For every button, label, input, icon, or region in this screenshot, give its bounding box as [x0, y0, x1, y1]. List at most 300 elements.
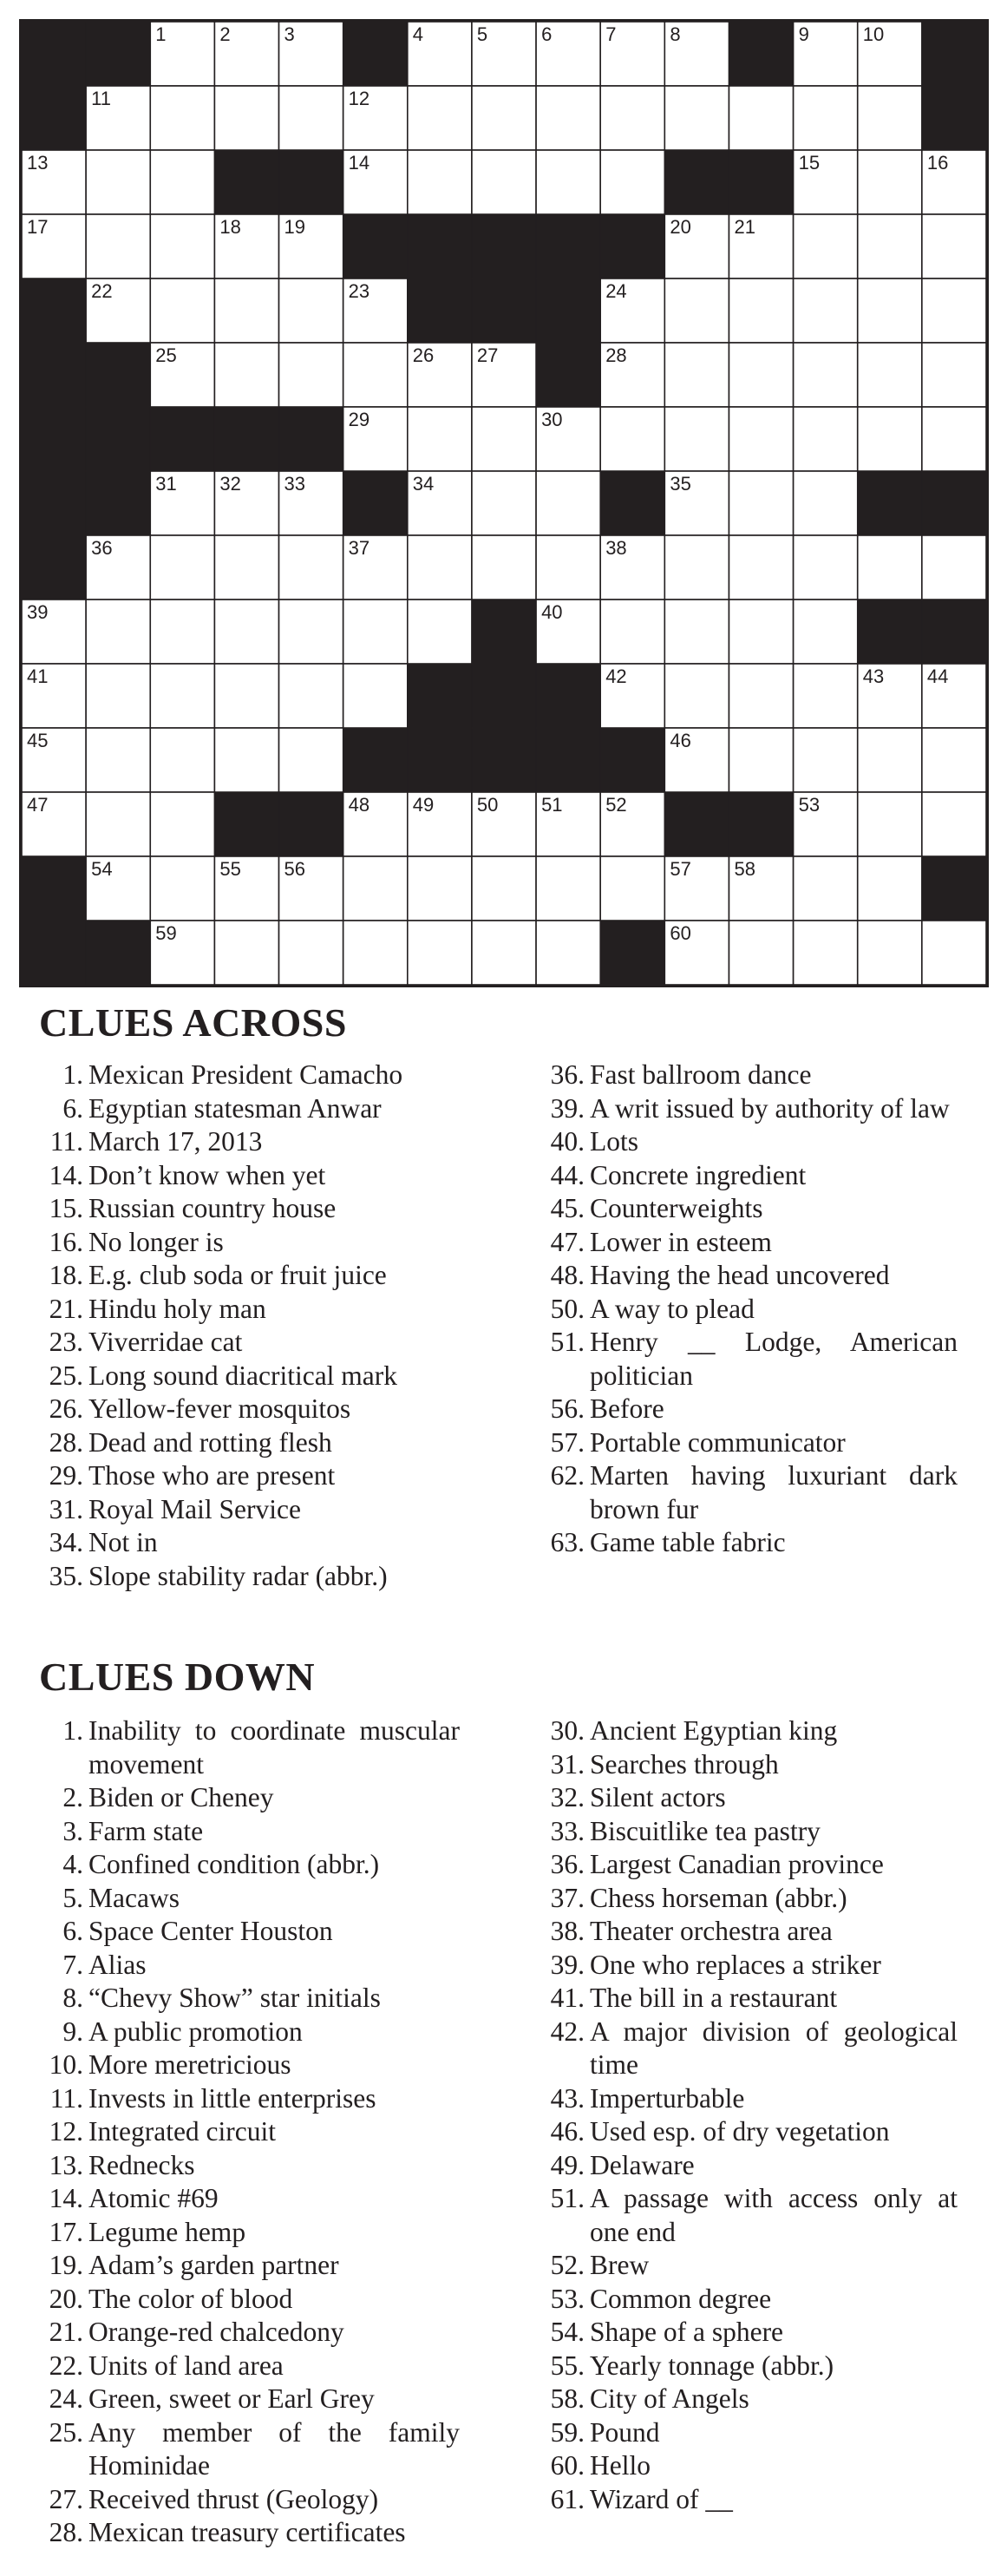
- grid-cell[interactable]: [922, 535, 986, 600]
- across-clue: [35, 1426, 460, 1460]
- grid-block: [343, 214, 408, 279]
- down-clue: [35, 2316, 460, 2350]
- grid-cell[interactable]: [536, 535, 600, 600]
- clue-number: 51.: [550, 2183, 585, 2213]
- grid-cell[interactable]: [729, 600, 793, 664]
- down-clue: [35, 2182, 460, 2216]
- cell-number: 24: [605, 280, 627, 302]
- grid-cell[interactable]: [279, 279, 343, 343]
- across-clue: [536, 1326, 958, 1393]
- grid-cell[interactable]: [600, 856, 664, 921]
- cell-number: 2: [219, 23, 231, 45]
- down-clue: [536, 1949, 958, 1983]
- cell-number: 50: [476, 794, 499, 816]
- clue-text: A major division of geological time: [590, 2016, 958, 2080]
- clue-text: Searches through: [590, 1748, 779, 1780]
- clue-text: Common degree: [590, 2283, 772, 2314]
- grid-cell[interactable]: [794, 279, 858, 343]
- grid-cell[interactable]: [279, 728, 343, 792]
- cell-number: 48: [348, 794, 370, 816]
- across-clue: [536, 1192, 958, 1226]
- clue-number: 61.: [550, 2483, 585, 2514]
- grid-cell[interactable]: [343, 856, 408, 921]
- across-clue: [35, 1159, 460, 1193]
- grid-cell[interactable]: [794, 664, 858, 728]
- across-clue: [35, 1326, 460, 1360]
- cell-number: 20: [670, 216, 691, 238]
- grid-cell[interactable]: [858, 728, 922, 792]
- clue-number: 31.: [49, 1493, 83, 1524]
- grid-cell[interactable]: [343, 600, 408, 664]
- grid-block: [214, 407, 278, 471]
- clue-text: Mexican treasury certificates: [88, 2517, 406, 2547]
- grid-cell[interactable]: [150, 600, 214, 664]
- across-clue: [35, 1493, 460, 1527]
- grid-cell[interactable]: [858, 407, 922, 471]
- cell-number: 21: [734, 216, 755, 238]
- grid-block: [343, 728, 408, 792]
- clue-number: 36.: [550, 1059, 585, 1090]
- grid-cell[interactable]: [664, 86, 729, 150]
- grid-cell[interactable]: [86, 150, 150, 214]
- clue-text: Chess horseman (abbr.): [590, 1882, 847, 1913]
- clue-number: 41.: [550, 1983, 585, 2013]
- grid-cell[interactable]: [536, 150, 600, 214]
- grid-cell[interactable]: [472, 535, 536, 600]
- clue-number: 59.: [550, 2416, 585, 2448]
- down-clue: [35, 2082, 460, 2116]
- cell-number: 42: [605, 665, 627, 687]
- across-clue: [536, 1426, 958, 1460]
- clue-number: 48.: [550, 1260, 585, 1290]
- grid-cell[interactable]: [600, 407, 664, 471]
- down-clue: [536, 1982, 958, 2016]
- grid-cell[interactable]: [279, 343, 343, 407]
- grid-block: [279, 792, 343, 856]
- across-clue: [536, 1393, 958, 1426]
- grid-block: [922, 86, 986, 150]
- clue-number: 6.: [62, 1916, 83, 1946]
- grid-cell[interactable]: [86, 792, 150, 856]
- grid-cell[interactable]: [536, 921, 600, 985]
- across-clue: [35, 1459, 460, 1493]
- clue-text: A writ issued by authority of law: [590, 1092, 950, 1124]
- grid-block: [22, 407, 86, 471]
- grid-cell[interactable]: [214, 343, 278, 407]
- grid-cell[interactable]: [214, 664, 278, 728]
- clue-text: Largest Canadian province: [590, 1849, 884, 1879]
- cell-number: 53: [798, 794, 821, 816]
- cell-number: 54: [91, 858, 113, 880]
- grid-cell[interactable]: [214, 535, 278, 600]
- grid-cell[interactable]: [472, 150, 536, 214]
- grid-cell[interactable]: [729, 664, 793, 728]
- clue-text: Delaware: [590, 2149, 695, 2180]
- grid-cell[interactable]: [922, 343, 986, 407]
- grid-cell[interactable]: [472, 856, 536, 921]
- clue-number: 44.: [550, 1159, 585, 1190]
- down-clue: [35, 2350, 460, 2383]
- grid-block: [86, 343, 150, 407]
- clue-text: Counterweights: [590, 1193, 763, 1223]
- cell-number: 44: [926, 665, 949, 687]
- cell-number: 35: [670, 473, 691, 495]
- grid-block: [214, 150, 278, 214]
- cell-number: 11: [91, 88, 111, 109]
- grid-cell[interactable]: [408, 921, 472, 985]
- grid-block: [536, 343, 600, 407]
- clue-number: 28.: [49, 2517, 83, 2547]
- grid-cell[interactable]: [858, 214, 922, 279]
- down-clue: [35, 2383, 460, 2416]
- clue-number: 21.: [49, 2317, 83, 2347]
- clue-number: 47.: [550, 1226, 585, 1257]
- grid-cell[interactable]: [536, 86, 600, 150]
- grid-cell[interactable]: [408, 407, 472, 471]
- grid-cell[interactable]: [922, 921, 986, 985]
- clue-number: 45.: [550, 1193, 585, 1223]
- clues-down-heading: CLUES DOWN: [39, 1655, 316, 1699]
- clue-text: Game table fabric: [590, 1527, 786, 1557]
- clue-text: Units of land area: [88, 2350, 284, 2381]
- clue-number: 46.: [550, 2116, 585, 2147]
- clue-text: Received thrust (Geology): [88, 2483, 379, 2514]
- clue-text: Lower in esteem: [590, 1226, 772, 1257]
- grid-block: [922, 22, 986, 86]
- down-clue: [35, 2115, 460, 2149]
- grid-cell[interactable]: [279, 921, 343, 985]
- grid-block: [664, 150, 729, 214]
- grid-cell[interactable]: [922, 214, 986, 279]
- grid-cell[interactable]: [472, 471, 536, 535]
- clue-number: 56.: [550, 1393, 585, 1424]
- across-clue: [35, 1259, 460, 1293]
- grid-block: [86, 471, 150, 535]
- clue-text: Slope stability radar (abbr.): [88, 1560, 388, 1591]
- clue-text: Green, sweet or Earl Grey: [88, 2383, 375, 2414]
- clue-text: Mexican President Camacho: [88, 1059, 403, 1090]
- grid-cell[interactable]: [279, 664, 343, 728]
- cell-number: 27: [476, 344, 499, 366]
- across-clue: [536, 1259, 958, 1293]
- grid-cell[interactable]: [794, 728, 858, 792]
- grid-block: [922, 856, 986, 921]
- down-clue: [536, 2283, 958, 2317]
- cell-number: 57: [670, 858, 691, 880]
- grid-cell[interactable]: [858, 856, 922, 921]
- grid-block: [858, 600, 922, 664]
- cell-number: 25: [155, 344, 177, 366]
- cell-number: 13: [27, 152, 49, 174]
- cell-number: 28: [605, 344, 627, 366]
- cell-number: 30: [541, 409, 563, 430]
- grid-cell[interactable]: [729, 279, 793, 343]
- clue-text: More meretricious: [88, 2049, 291, 2080]
- clue-number: 27.: [49, 2483, 83, 2514]
- crossword-grid-svg: [22, 22, 986, 985]
- cell-number: 15: [798, 152, 821, 174]
- clue-number: 33.: [550, 1815, 585, 1846]
- grid-block: [86, 407, 150, 471]
- clue-number: 40.: [550, 1126, 585, 1157]
- down-clue: [35, 2283, 460, 2317]
- grid-cell[interactable]: [343, 921, 408, 985]
- cell-number: 60: [670, 922, 691, 944]
- grid-cell[interactable]: [86, 664, 150, 728]
- clue-text: Ancient Egyptian king: [590, 1715, 838, 1746]
- grid-cell[interactable]: [472, 921, 536, 985]
- grid-cell[interactable]: [729, 921, 793, 985]
- down-clue: [35, 1848, 460, 1882]
- across-clue: [536, 1459, 958, 1526]
- grid-cell[interactable]: [214, 279, 278, 343]
- grid-cell[interactable]: [794, 471, 858, 535]
- grid-cell[interactable]: [664, 343, 729, 407]
- across-clues-column-right: [536, 1059, 958, 1560]
- grid-cell[interactable]: [858, 150, 922, 214]
- grid-cell[interactable]: [536, 856, 600, 921]
- grid-cell[interactable]: [343, 664, 408, 728]
- grid-cell[interactable]: [214, 921, 278, 985]
- grid-cell[interactable]: [794, 86, 858, 150]
- clue-text: Long sound diacritical mark: [88, 1360, 398, 1391]
- grid-cell[interactable]: [664, 600, 729, 664]
- cell-number: 19: [284, 216, 306, 238]
- grid-cell[interactable]: [279, 535, 343, 600]
- grid-cell[interactable]: [279, 600, 343, 664]
- grid-cell[interactable]: [729, 728, 793, 792]
- grid-block: [22, 856, 86, 921]
- cell-number: 32: [219, 473, 241, 495]
- grid-cell[interactable]: [86, 600, 150, 664]
- across-clue: [536, 1125, 958, 1159]
- grid-cell[interactable]: [794, 600, 858, 664]
- grid-cell[interactable]: [150, 86, 214, 150]
- cell-number: 38: [605, 537, 627, 559]
- grid-cell[interactable]: [600, 150, 664, 214]
- cell-number: 49: [412, 794, 435, 816]
- grid-cell[interactable]: [729, 343, 793, 407]
- grid-cell[interactable]: [922, 279, 986, 343]
- grid-cell[interactable]: [86, 214, 150, 279]
- grid-block: [214, 792, 278, 856]
- clue-text: Alias: [88, 1949, 147, 1980]
- grid-cell[interactable]: [794, 407, 858, 471]
- clue-number: 34.: [49, 1527, 83, 1557]
- clue-text: Confined condition (abbr.): [88, 1849, 380, 1879]
- grid-cell[interactable]: [86, 728, 150, 792]
- grid-cell[interactable]: [794, 921, 858, 985]
- grid-cell[interactable]: [343, 343, 408, 407]
- grid-cell[interactable]: [729, 407, 793, 471]
- grid-cell[interactable]: [408, 86, 472, 150]
- grid-block: [729, 150, 793, 214]
- grid-cell[interactable]: [664, 535, 729, 600]
- grid-cell[interactable]: [922, 728, 986, 792]
- cell-number: 8: [670, 23, 681, 45]
- down-clue: [35, 1781, 460, 1815]
- grid-cell[interactable]: [536, 471, 600, 535]
- grid-block: [472, 600, 536, 664]
- clue-text: Yearly tonnage (abbr.): [590, 2350, 834, 2381]
- across-clue: [35, 1092, 460, 1126]
- grid-cell[interactable]: [150, 535, 214, 600]
- grid-cell[interactable]: [664, 279, 729, 343]
- down-clue: [536, 2483, 958, 2517]
- across-clues-column-left: [35, 1059, 460, 1593]
- grid-block: [729, 792, 793, 856]
- clue-number: 8.: [62, 1983, 83, 2013]
- grid-cell[interactable]: [600, 600, 664, 664]
- grid-block: [22, 86, 86, 150]
- down-clue: [536, 2449, 958, 2483]
- clue-number: 28.: [49, 1426, 83, 1458]
- grid-cell[interactable]: [214, 728, 278, 792]
- across-clue: [35, 1293, 460, 1327]
- clue-number: 57.: [550, 1426, 585, 1458]
- grid-cell[interactable]: [922, 792, 986, 856]
- clue-number: 63.: [550, 1527, 585, 1557]
- cell-number: 36: [91, 537, 113, 559]
- down-clue: [536, 1748, 958, 1782]
- down-clue: [35, 2483, 460, 2517]
- cell-number: 33: [284, 473, 306, 495]
- clue-text: A passage with access only at one end: [590, 2183, 958, 2247]
- clue-text: Hello: [590, 2450, 651, 2481]
- cell-number: 56: [284, 858, 306, 880]
- clue-text: Fast ballroom dance: [590, 1059, 812, 1090]
- grid-block: [472, 728, 536, 792]
- down-clue: [35, 1882, 460, 1916]
- cell-number: 4: [412, 23, 424, 45]
- grid-cell[interactable]: [150, 214, 214, 279]
- grid-cell[interactable]: [794, 343, 858, 407]
- down-clue: [35, 1815, 460, 1849]
- clue-text: “Chevy Show” star initials: [88, 1983, 381, 2013]
- cell-number: 17: [27, 216, 49, 238]
- grid-cell[interactable]: [858, 792, 922, 856]
- grid-cell[interactable]: [858, 279, 922, 343]
- across-clue: [536, 1226, 958, 1260]
- clue-number: 4.: [62, 1849, 83, 1879]
- grid-block: [664, 792, 729, 856]
- clue-text: Used esp. of dry vegetation: [590, 2116, 890, 2147]
- cell-number: 59: [155, 922, 177, 944]
- clue-text: Those who are present: [88, 1460, 336, 1491]
- grid-cell[interactable]: [150, 150, 214, 214]
- clue-text: Silent actors: [590, 1782, 726, 1812]
- grid-cell[interactable]: [794, 856, 858, 921]
- grid-cell[interactable]: [472, 407, 536, 471]
- grid-cell[interactable]: [858, 86, 922, 150]
- grid-cell[interactable]: [214, 86, 278, 150]
- grid-block: [600, 471, 664, 535]
- across-clue: [35, 1125, 460, 1159]
- clue-number: 51.: [550, 1327, 585, 1357]
- down-clue: [536, 1714, 958, 1748]
- cell-number: 5: [476, 23, 488, 45]
- clue-number: 26.: [49, 1393, 83, 1424]
- grid-cell[interactable]: [408, 600, 472, 664]
- grid-cell[interactable]: [150, 279, 214, 343]
- clue-number: 13.: [49, 2149, 83, 2180]
- down-clue: [536, 2182, 958, 2249]
- grid-block: [600, 728, 664, 792]
- clue-text: Having the head uncovered: [590, 1260, 890, 1290]
- grid-block: [22, 535, 86, 600]
- grid-cell[interactable]: [408, 150, 472, 214]
- grid-cell[interactable]: [600, 86, 664, 150]
- grid-cell[interactable]: [214, 600, 278, 664]
- grid-block: [86, 22, 150, 86]
- grid-cell[interactable]: [858, 921, 922, 985]
- cell-number: 1: [155, 23, 167, 45]
- grid-cell[interactable]: [150, 664, 214, 728]
- down-clue: [536, 1815, 958, 1849]
- clue-number: 32.: [550, 1782, 585, 1812]
- clue-number: 24.: [49, 2383, 83, 2414]
- clue-number: 14.: [49, 2183, 83, 2213]
- cell-number: 9: [798, 23, 809, 45]
- grid-cell[interactable]: [472, 86, 536, 150]
- clue-text: Invests in little enterprises: [88, 2082, 376, 2114]
- clue-number: 23.: [49, 1327, 83, 1357]
- cell-number: 18: [219, 216, 241, 238]
- grid-cell[interactable]: [664, 664, 729, 728]
- clue-number: 22.: [49, 2350, 83, 2381]
- down-clue: [536, 1781, 958, 1815]
- clue-number: 43.: [550, 2082, 585, 2114]
- grid-cell[interactable]: [150, 856, 214, 921]
- grid-cell[interactable]: [794, 535, 858, 600]
- grid-block: [408, 279, 472, 343]
- clue-number: 15.: [49, 1193, 83, 1223]
- grid-cell[interactable]: [150, 792, 214, 856]
- grid-cell[interactable]: [408, 535, 472, 600]
- cell-number: 40: [541, 601, 563, 623]
- cell-number: 55: [219, 858, 241, 880]
- grid-cell[interactable]: [279, 86, 343, 150]
- grid-cell[interactable]: [858, 535, 922, 600]
- grid-cell[interactable]: [150, 728, 214, 792]
- grid-block: [343, 22, 408, 86]
- clue-number: 10.: [49, 2049, 83, 2080]
- cell-number: 45: [27, 730, 49, 751]
- clue-number: 42.: [550, 2016, 585, 2047]
- clue-number: 54.: [550, 2317, 585, 2347]
- clue-text: One who replaces a striker: [590, 1949, 881, 1980]
- down-clue: [536, 2316, 958, 2350]
- clue-text: The bill in a restaurant: [590, 1983, 838, 2013]
- grid-cell[interactable]: [408, 856, 472, 921]
- clues-across-heading: CLUES ACROSS: [39, 1000, 347, 1045]
- down-clue: [35, 2016, 460, 2049]
- grid-cell[interactable]: [922, 407, 986, 471]
- grid-cell[interactable]: [729, 471, 793, 535]
- grid-block: [600, 214, 664, 279]
- grid-cell[interactable]: [729, 86, 793, 150]
- grid-block: [536, 279, 600, 343]
- grid-cell[interactable]: [664, 407, 729, 471]
- grid-cell[interactable]: [794, 214, 858, 279]
- down-clue: [35, 1915, 460, 1949]
- grid-cell[interactable]: [729, 535, 793, 600]
- across-clue: [35, 1192, 460, 1226]
- grid-block: [536, 728, 600, 792]
- grid-block: [408, 728, 472, 792]
- grid-block: [729, 22, 793, 86]
- grid-cell[interactable]: [858, 343, 922, 407]
